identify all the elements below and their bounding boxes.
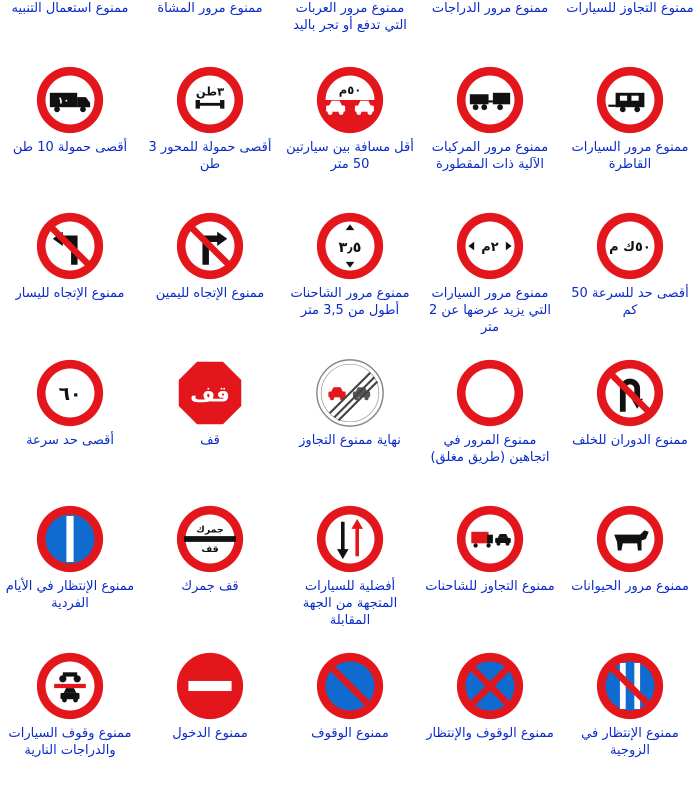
sign-card	[140, 499, 280, 645]
sign-caption: ممنوع مرور العربات التي تدفع أو تجر باليد	[293, 1, 407, 33]
sign-caption: أقل مسافة بين سيارتين 50 متر	[286, 140, 414, 172]
no-parking-even-days-icon	[594, 650, 666, 722]
sign-card	[280, 0, 420, 60]
sign-caption: ممنوع التجاوز للشاحنات	[425, 579, 555, 595]
svg-text:٥٠ك م: ٥٠ك م	[609, 240, 651, 256]
length-limit-icon	[314, 210, 386, 282]
sign-caption: ممنوع الإنتظار في الزوجية	[581, 725, 679, 758]
sign-card	[140, 0, 280, 60]
svg-text:قف: قف	[190, 382, 230, 408]
no-u-turn-icon	[594, 357, 666, 429]
sign-caption: ممنوع الدخول	[172, 725, 248, 741]
sign-card	[420, 499, 560, 645]
svg-text:جمرك: جمرك	[196, 524, 224, 536]
sign-caption: أفضلية للسيارات المتجهة من الجهة المقابلة	[302, 579, 398, 629]
truck-load-icon	[34, 64, 106, 136]
sign-card	[560, 499, 700, 645]
sign-caption: ممنوع مرور السيارات القاطرة	[571, 140, 689, 172]
sign-card	[560, 353, 700, 499]
no-left-turn-icon	[34, 210, 106, 282]
svg-text:٢م: ٢م	[481, 240, 499, 256]
sign-caption: قف جمرك	[181, 579, 239, 595]
svg-text:٣طن: ٣طن	[195, 84, 225, 99]
road-closed-icon	[454, 357, 526, 429]
no-stopping-parking-icon	[454, 650, 526, 722]
width-limit-icon	[454, 210, 526, 282]
no-right-turn-icon	[174, 210, 246, 282]
sign-caption: ممنوع التجاوز للسيارات	[566, 1, 694, 16]
sign-caption: قف	[200, 432, 220, 448]
svg-text:١٠: ١٠	[57, 95, 70, 107]
sign-caption: ممنوع مرور السيارات التي يزيد عرضها عن 2 متر	[429, 286, 551, 336]
sign-caption: ممنوع مرور المشاة	[157, 1, 263, 16]
min-distance-icon	[314, 64, 386, 136]
sign-card	[0, 353, 140, 499]
no-animals-icon	[594, 503, 666, 575]
towing-car-icon	[594, 64, 666, 136]
svg-text:٥٠م: ٥٠م	[338, 83, 362, 98]
sign-caption: ممنوع الوقوف	[311, 725, 389, 741]
sign-card	[560, 206, 700, 352]
sign-caption: ممنوع المرور في اتجاهين (طريق مغلق)	[430, 432, 550, 465]
oncoming-priority-icon	[314, 503, 386, 575]
sign-card	[140, 60, 280, 206]
sign-caption: ممنوع الإنتظار في الأيام الفردية	[5, 579, 135, 612]
sign-caption: أقصى حد للسرعة 50 كم	[571, 286, 689, 319]
sign-caption: ممنوع مرور المركبات الآلية ذات المقطورة	[431, 140, 549, 172]
sign-caption: ممنوع الإتجاه لليسار	[15, 286, 125, 302]
no-cars-motorcycles-icon	[34, 650, 106, 722]
sign-card	[560, 60, 700, 206]
sign-caption: ممنوع الدوران للخلف	[572, 432, 688, 448]
sign-card	[280, 353, 420, 499]
stop-sign-icon	[174, 357, 246, 429]
speed-limit-icon	[34, 357, 106, 429]
sign-card	[140, 353, 280, 499]
no-truck-overtaking-icon	[454, 503, 526, 575]
svg-text:٦٠: ٦٠	[58, 383, 82, 405]
sign-caption: أقصى حمولة 10 طن	[12, 140, 128, 155]
sign-caption: ممنوع الوقوف والإنتظار	[426, 725, 554, 741]
no-entry-icon	[174, 650, 246, 722]
sign-card	[560, 646, 700, 792]
no-stopping-icon	[314, 650, 386, 722]
axle-load-icon	[174, 64, 246, 136]
sign-card	[280, 499, 420, 645]
sign-caption: ممنوع مرور الحيوانات	[571, 579, 689, 595]
svg-text:قف: قف	[201, 544, 219, 556]
sign-card	[420, 60, 560, 206]
sign-card	[0, 206, 140, 352]
sign-card	[420, 206, 560, 352]
sign-card	[420, 0, 560, 60]
no-parking-odd-days-icon	[34, 503, 106, 575]
sign-caption: ممنوع استعمال التنبيه	[11, 1, 129, 16]
end-no-overtaking-icon	[314, 357, 386, 429]
sign-caption: نهاية ممنوع التجاوز	[299, 432, 401, 448]
sign-card	[280, 60, 420, 206]
sign-card	[280, 206, 420, 352]
sign-caption: ممنوع وقوف السيارات والدراجات النارية	[8, 725, 132, 758]
sign-card	[0, 60, 140, 206]
sign-card	[0, 0, 140, 60]
sign-card	[420, 353, 560, 499]
sign-card	[560, 0, 700, 60]
sign-card	[0, 646, 140, 792]
customs-stop-icon	[174, 503, 246, 575]
speed-limit-km-icon	[594, 210, 666, 282]
sign-caption: أقصى حد سرعة	[26, 432, 114, 448]
sign-caption: ممنوع مرور الشاحنات أطول من 3,5 متر	[290, 286, 410, 319]
sign-card	[420, 646, 560, 792]
sign-card	[280, 646, 420, 792]
sign-card	[140, 646, 280, 792]
sign-card	[0, 499, 140, 645]
sign-caption: ممنوع الإتجاه لليمين	[155, 286, 265, 302]
trailer-icon	[454, 64, 526, 136]
sign-caption: أقصى حمولة للمحور 3 طن	[148, 140, 272, 172]
sign-caption: ممنوع مرور الدراجات	[431, 1, 549, 16]
sign-card	[140, 206, 280, 352]
svg-text:٣٫٥: ٣٫٥	[338, 240, 362, 257]
